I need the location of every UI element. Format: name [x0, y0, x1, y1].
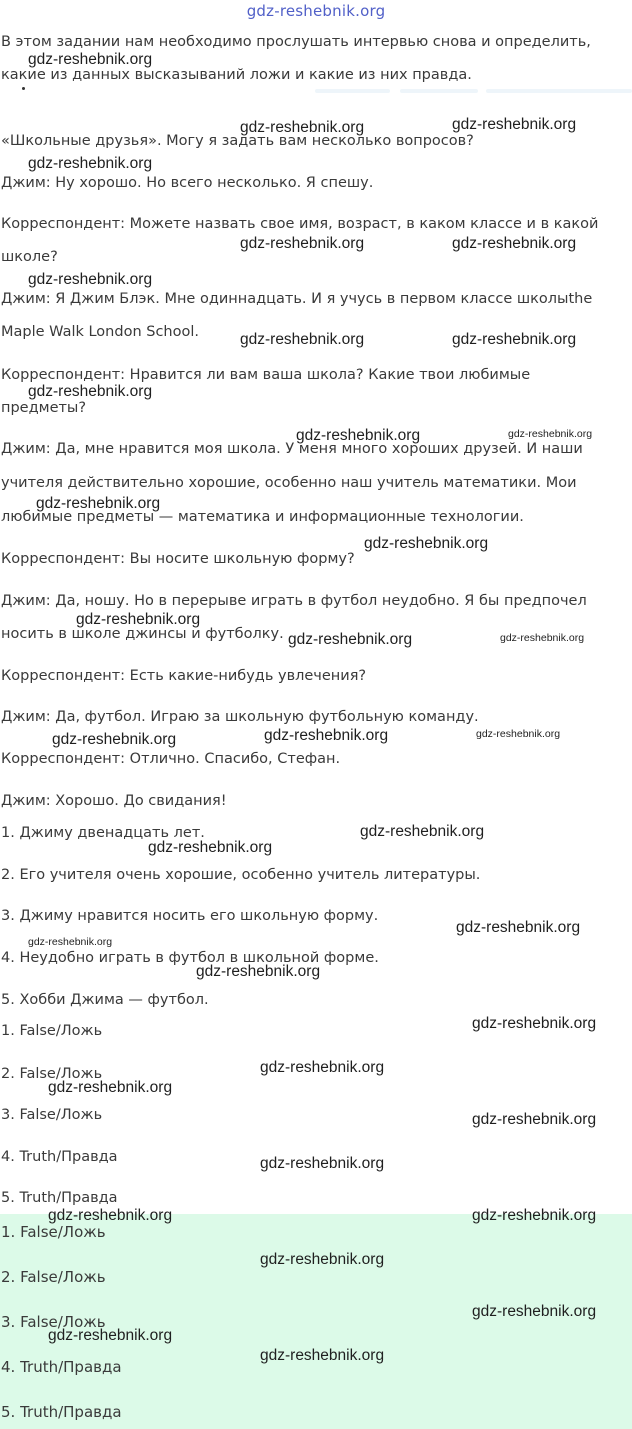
site-title-link[interactable]: gdz-reshebnik.org	[246, 2, 386, 20]
watermark: gdz-reshebnik.org	[452, 235, 577, 252]
watermark: gdz-reshebnik.org	[260, 1059, 385, 1076]
statement-line: 5. Хобби Джима — футбол.	[1, 992, 209, 1008]
watermark: gdz-reshebnik.org	[28, 936, 113, 948]
watermark: gdz-reshebnik.org	[472, 1111, 597, 1128]
watermark: gdz-reshebnik.org	[76, 611, 201, 628]
watermark: gdz-reshebnik.org	[36, 495, 161, 512]
watermark: gdz-reshebnik.org	[52, 731, 177, 748]
watermark: gdz-reshebnik.org	[48, 1327, 173, 1344]
dialog-line: Maple Walk London School.	[1, 324, 199, 340]
watermark: gdz-reshebnik.org	[196, 963, 321, 980]
watermark: gdz-reshebnik.org	[456, 919, 581, 936]
final-answer-line: 4. Truth/Правда	[1, 1358, 122, 1376]
final-answer-line: 5. Truth/Правда	[1, 1403, 122, 1421]
watermark: gdz-reshebnik.org	[296, 427, 421, 444]
watermark: gdz-reshebnik.org	[288, 631, 413, 648]
final-answer-line: 2. False/Ложь	[1, 1268, 106, 1286]
dialog-line: носить в школе джинсы и футболку.	[1, 626, 284, 642]
final-answer-line: 1. False/Ложь	[1, 1223, 106, 1241]
watermark: gdz-reshebnik.org	[260, 1347, 385, 1364]
watermark: gdz-reshebnik.org	[28, 51, 153, 68]
watermark: gdz-reshebnik.org	[452, 331, 577, 348]
dialog-line: Джим: Я Джим Блэк. Мне одиннадцать. И я учусь в первом классе школыthe	[1, 291, 593, 307]
watermark: gdz-reshebnik.org	[240, 119, 365, 136]
statement-line: 2. Его учителя очень хорошие, особенно учитель литературы.	[1, 867, 481, 883]
watermark: gdz-reshebnik.org	[28, 155, 153, 172]
dialog-line: Джим: Ну хорошо. Но всего несколько. Я спешу.	[1, 175, 374, 191]
faint-divider	[486, 89, 632, 93]
dialog-line: Джим: Да, ношу. Но в перерыве играть в футбол неудобно. Я бы предпочел	[1, 593, 587, 609]
dialog-line: любимые предметы — математика и информационные технологии.	[1, 509, 524, 525]
dialog-line: Корреспондент: Есть какие-нибудь увлечения?	[1, 668, 367, 684]
dialog-line: Корреспондент: Нравится ли вам ваша школа? Какие твои любимые	[1, 367, 531, 383]
bullet-dot	[22, 87, 25, 90]
faint-divider	[400, 89, 478, 93]
faint-divider	[315, 89, 390, 93]
watermark: gdz-reshebnik.org	[260, 1251, 385, 1268]
answer-line: 3. False/Ложь	[1, 1107, 103, 1123]
intro-line: какие из данных высказываний ложи и какие из них правда.	[1, 67, 472, 83]
watermark: gdz-reshebnik.org	[148, 839, 273, 856]
dialog-line: Корреспондент: Отлично. Спасибо, Стефан.	[1, 751, 341, 767]
dialog-line: предметы?	[1, 400, 87, 416]
answer-line: 2. False/Ложь	[1, 1066, 103, 1082]
watermark: gdz-reshebnik.org	[500, 632, 585, 644]
dialog-line: Джим: Да, футбол. Играю за школьную футбольную команду.	[1, 709, 479, 725]
intro-line: В этом задании нам необходимо прослушать интервью снова и определить,	[1, 34, 591, 50]
dialog-line: Корреспондент: Можете назвать свое имя, возраст, в каком классе и в какой	[1, 216, 599, 232]
watermark: gdz-reshebnik.org	[48, 1207, 173, 1224]
statement-line: 4. Неудобно играть в футбол в школьной форме.	[1, 950, 379, 966]
dialog-line: Корреспондент: Вы носите школьную форму?	[1, 551, 355, 567]
dialog-line: «Школьные друзья». Могу я задать вам несколько вопросов?	[1, 133, 474, 149]
watermark: gdz-reshebnik.org	[28, 383, 153, 400]
dialog-line: учителя действительно хорошие, особенно наш учитель математики. Мои	[1, 475, 577, 491]
answer-line: 4. Truth/Правда	[1, 1149, 118, 1165]
watermark: gdz-reshebnik.org	[508, 428, 593, 440]
answer-line: 5. Truth/Правда	[1, 1190, 118, 1206]
answer-line: 1. False/Ложь	[1, 1023, 103, 1039]
watermark: gdz-reshebnik.org	[48, 1079, 173, 1096]
watermark: gdz-reshebnik.org	[240, 235, 365, 252]
watermark: gdz-reshebnik.org	[472, 1303, 597, 1320]
watermark: gdz-reshebnik.org	[364, 535, 489, 552]
watermark: gdz-reshebnik.org	[360, 823, 485, 840]
statement-line: 1. Джиму двенадцать лет.	[1, 825, 205, 841]
watermark: gdz-reshebnik.org	[472, 1015, 597, 1032]
final-answer-line: 3. False/Ложь	[1, 1313, 106, 1331]
watermark: gdz-reshebnik.org	[260, 1155, 385, 1172]
watermark: gdz-reshebnik.org	[264, 727, 389, 744]
dialog-line: Джим: Да, мне нравится моя школа. У меня много хороших друзей. И наши	[1, 441, 583, 457]
watermark: gdz-reshebnik.org	[240, 331, 365, 348]
statement-line: 3. Джиму нравится носить его школьную форму.	[1, 908, 379, 924]
watermark: gdz-reshebnik.org	[472, 1207, 597, 1224]
watermark: gdz-reshebnik.org	[28, 271, 153, 288]
watermark: gdz-reshebnik.org	[476, 728, 561, 740]
watermark: gdz-reshebnik.org	[452, 116, 577, 133]
dialog-line: школе?	[1, 249, 58, 265]
dialog-line: Джим: Хорошо. До свидания!	[1, 793, 227, 809]
